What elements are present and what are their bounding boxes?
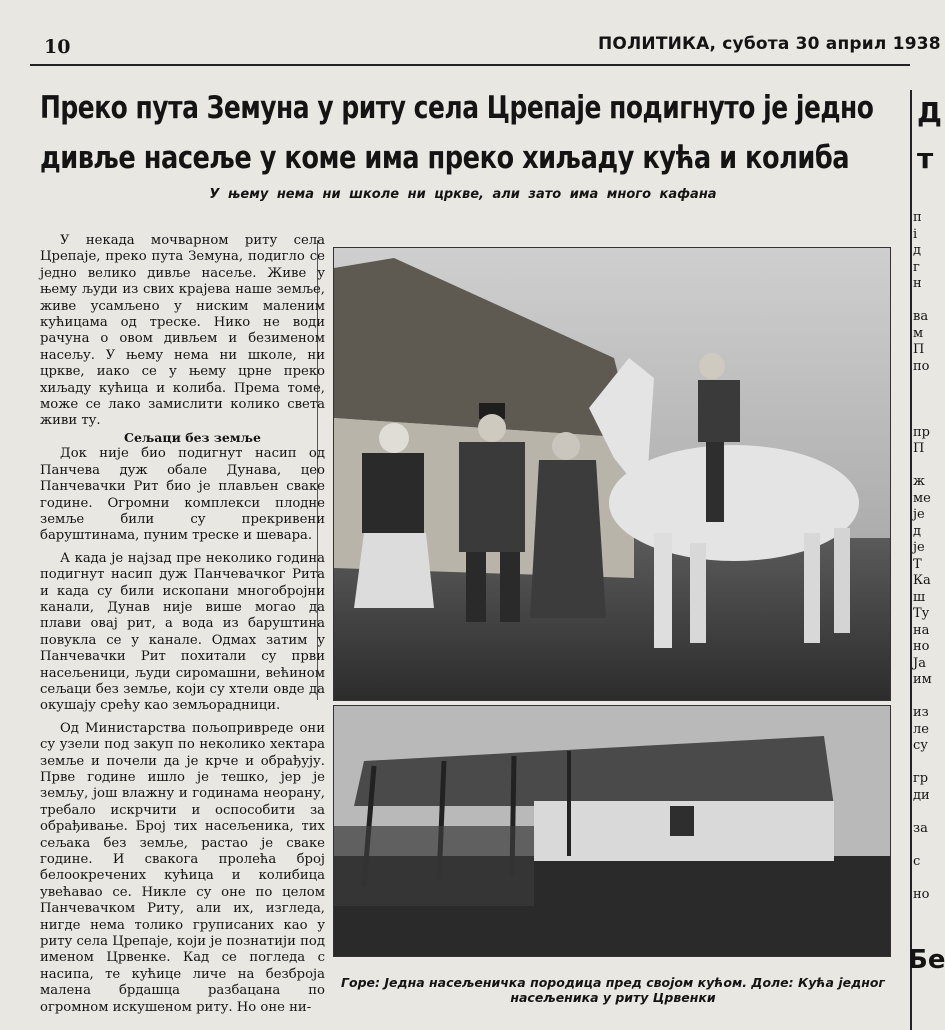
adjacent-column-line: по bbox=[913, 358, 930, 374]
adjacent-column-line: је bbox=[913, 540, 925, 555]
adjacent-column-line: но bbox=[913, 886, 930, 902]
article-paragraph: А када је најзад пре неколико година подигнут насип дуж Панчевачког Рита и када су били ископани многобројни канали, Дунав није више могао да плави овај рит, а вода из баруштина повукла се у канале. Одмах затим у Панчевачки Рит похитали су први насељеници, људи сиромашни, већином сељаци без земље, који су хтели овде да окушају срећу као земљорадници. bbox=[40, 550, 325, 714]
article-body bbox=[40, 233, 325, 1016]
adjacent-column-line: на bbox=[913, 622, 930, 638]
adjacent-column-line bbox=[913, 804, 926, 821]
adjacent-column-line bbox=[913, 392, 926, 409]
adjacent-column-line bbox=[913, 837, 926, 854]
section-title: Сељаци без земље bbox=[124, 429, 261, 445]
adjacent-column-line: д bbox=[913, 243, 922, 258]
adjacent-column-line: за bbox=[913, 820, 928, 836]
adjacent-column-line: н bbox=[913, 276, 922, 291]
adjacent-column-line: Ка bbox=[913, 573, 931, 588]
adjacent-column-line: Ја bbox=[913, 655, 926, 671]
subheadline: У њему нема ни школе ни цркве, али зато има много кафана bbox=[209, 187, 717, 202]
adjacent-column-line: ж bbox=[913, 474, 925, 489]
adjacent-column-line bbox=[913, 293, 926, 310]
photo-family-house bbox=[333, 247, 891, 701]
adjacent-column-line: м bbox=[913, 325, 924, 341]
adjacent-column-line: ш bbox=[913, 589, 926, 605]
adjacent-column-line: но bbox=[913, 639, 930, 654]
page-number: 10 bbox=[44, 36, 71, 58]
adjacent-column-line: п bbox=[913, 210, 922, 225]
masthead: ПОЛИТИКА, субота 30 април 1938 bbox=[598, 34, 941, 54]
adjacent-column-line bbox=[913, 689, 926, 706]
adjacent-column-line: ди bbox=[913, 787, 930, 803]
adjacent-column-line: і bbox=[913, 226, 918, 242]
adjacent-column-line bbox=[913, 755, 926, 772]
adjacent-column-line: је bbox=[913, 507, 925, 522]
adjacent-column-line: им bbox=[913, 672, 932, 687]
adjacent-column-line: пр bbox=[913, 424, 930, 440]
adjacent-column-line: Т bbox=[913, 556, 922, 572]
photo-settler-house bbox=[333, 705, 891, 957]
adjacent-column-line bbox=[913, 375, 926, 392]
adjacent-column-line: с bbox=[913, 853, 921, 869]
adjacent-headline-fragment-2: т bbox=[917, 142, 934, 175]
header-rule bbox=[30, 64, 910, 66]
adjacent-column-line: г bbox=[913, 259, 920, 275]
photo-family-illustration bbox=[334, 248, 890, 700]
adjacent-headline-fragment-bottom: Бе bbox=[908, 945, 945, 975]
adjacent-column-line: д bbox=[913, 523, 922, 539]
adjacent-column-line: П bbox=[913, 441, 925, 456]
adjacent-column-line: ва bbox=[913, 309, 929, 324]
article-paragraph: У некада мочварном риту села Црепаје, преко пута Земуна, подигло се једно велико дивље насеље. Живе у њему људи из свих крајева наше земље, живе усамљено у ниским маленим кућицама од треске. Нико не води рачуна о овом дивљем и безименом насељу. У њему нема ни школе, ни цркве, иако се у њему црне преко хиљаду кућица и колиба. Према томе, може се лако замислити колико света живи ту. bbox=[40, 233, 325, 429]
adjacent-column-line: ле bbox=[913, 721, 929, 737]
adjacent-column-line: П bbox=[913, 342, 925, 357]
adjacent-column-line: из bbox=[913, 705, 929, 720]
adjacent-headline-fragment-1: Д bbox=[917, 96, 942, 129]
adjacent-column-line bbox=[913, 408, 926, 425]
adjacent-column-line: Ту bbox=[913, 606, 930, 621]
article-paragraph: Од Министарства пољопривреде они су узели под закуп по неколико хектара земље и почели да је крче и обрађују. Прве године ишло је тешко, јер је земљу, још влажну и годинама неорану, требало искрчити и оспособити за обрађивање. Број тих насељеника, тих сељака без земље, растао је сваке године. И свакога пролећа број белоокречених кућица и колибица увећавао се. Никле су оне по целом Панчевачком Риту, али их, изгледа, нигде нема толико груписаних као у риту села Црепаје, који је познатији под именом Црвенке. Кад се погледа с насипа, те кућице личе на безброја малена брдашца разбацана по огромном искушеном риту. Но оне ни- bbox=[40, 720, 325, 1015]
adjacent-column-line: су bbox=[913, 738, 928, 753]
adjacent-column-line bbox=[913, 458, 926, 475]
adjacent-column-line: ме bbox=[913, 490, 931, 506]
column-divider-right bbox=[910, 90, 912, 1030]
article-paragraph: Док није био подигнут насип од Панчева дуж обале Дунава, цео Панчевачки Рит био је плављен сваке године. Огромни комплекси плодне земље били су прекривени баруштинама, пуним треске и шевара. bbox=[40, 446, 325, 544]
photo-caption: Горе: Једна насељеничка породица пред својом кућом. Доле: Кућа једног насељеника у риту Црвенки bbox=[341, 975, 885, 1005]
photo-house-illustration bbox=[334, 706, 890, 956]
adjacent-column-line bbox=[913, 870, 926, 887]
adjacent-column-line: гр bbox=[913, 771, 929, 786]
headline-line-1: Преко пута Земуна у риту села Црепаје подигнуто је једно bbox=[40, 90, 874, 126]
adjacent-article-column bbox=[913, 210, 932, 903]
headline-line-2: дивље насеље у коме има преко хиљаду кућа и колиба bbox=[40, 140, 850, 176]
